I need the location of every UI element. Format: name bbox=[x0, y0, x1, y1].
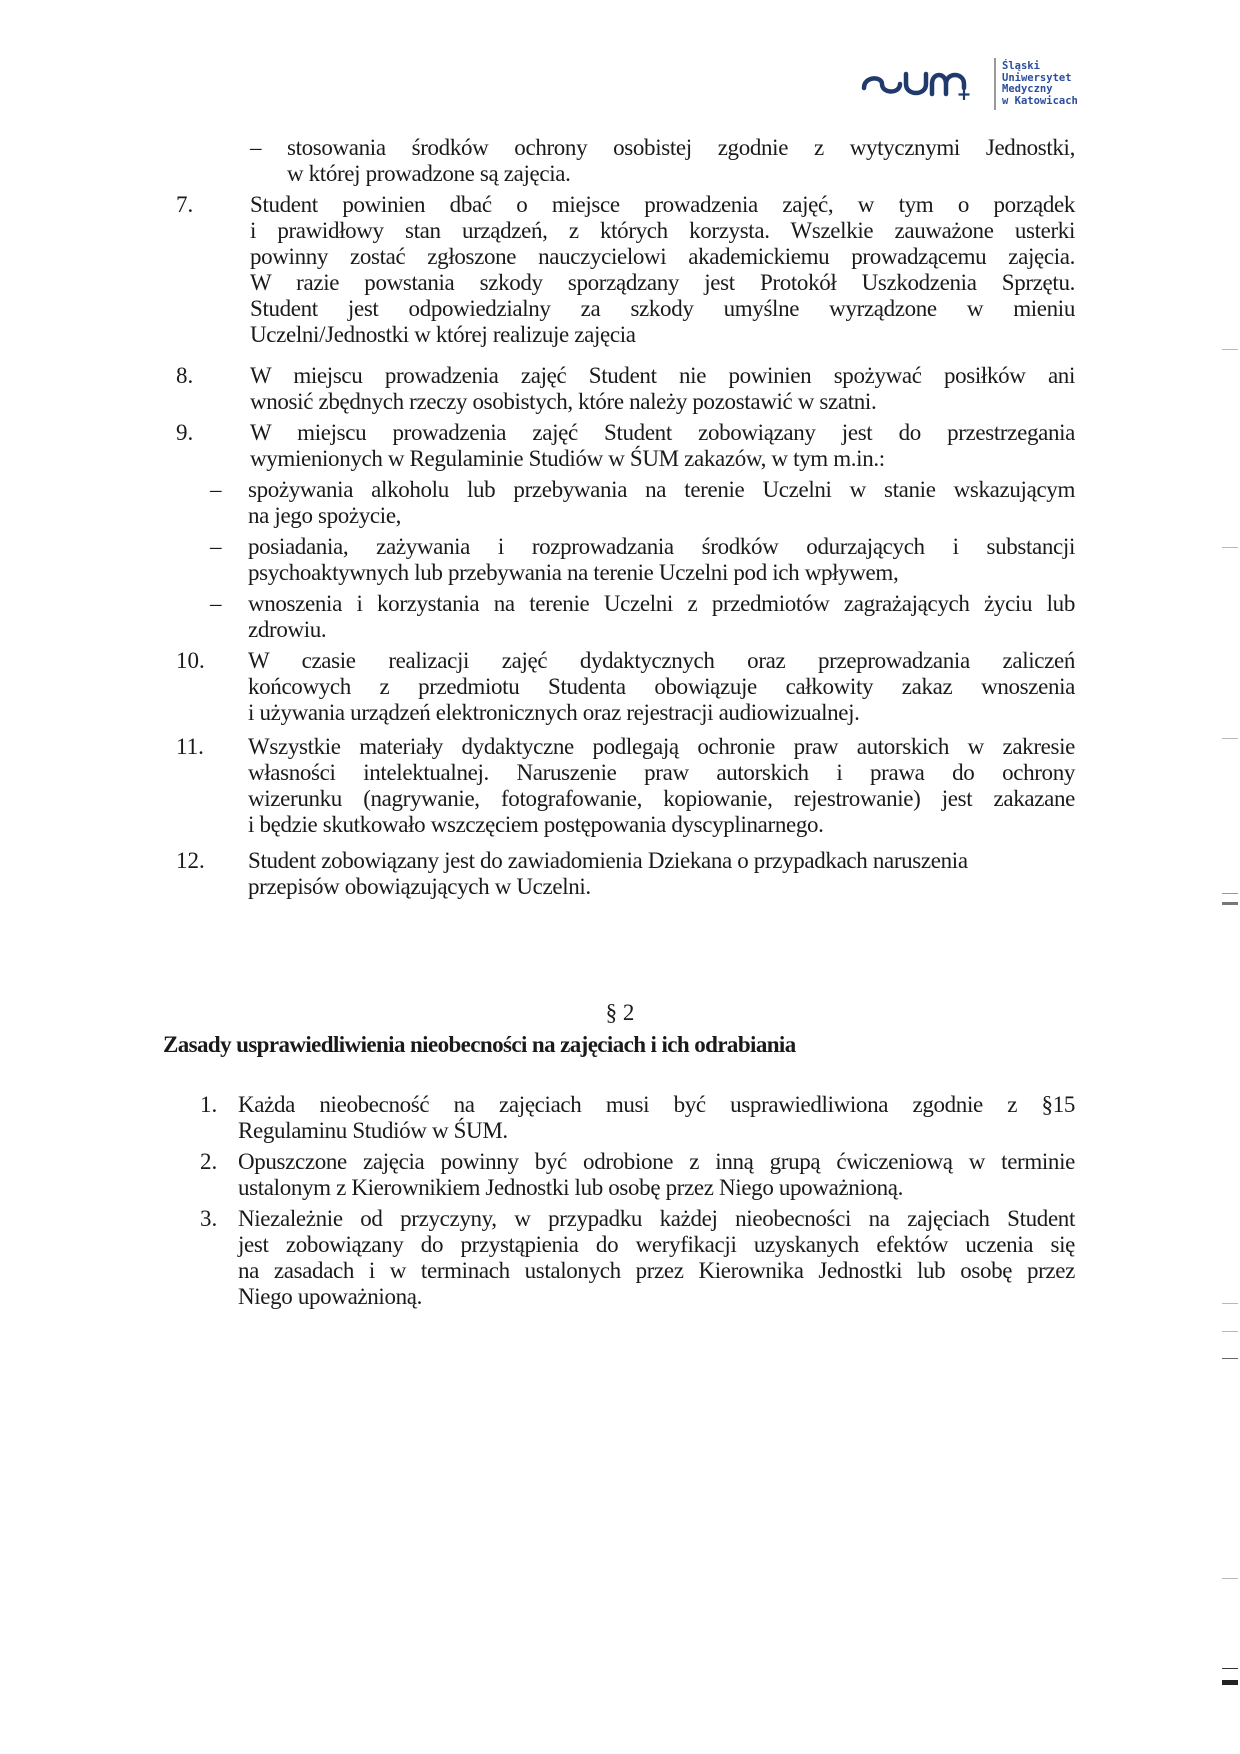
scan-artifact bbox=[1222, 893, 1238, 894]
list-item-line: powinny zostać zgłoszone nauczycielowi akademickiemu prowadzącemu zajęcia. bbox=[250, 244, 1075, 269]
bullet-text-line: na jego spożycie, bbox=[248, 503, 402, 528]
list-item-number: 10. bbox=[176, 648, 205, 673]
bullet-dash: – bbox=[250, 135, 262, 160]
section-symbol: § 2 bbox=[605, 1000, 635, 1025]
bullet-text-line: stosowania środków ochrony osobistej zgodnie z wytycznymi Jednostki, bbox=[287, 135, 1075, 160]
bullet-dash: – bbox=[210, 477, 222, 502]
list-item-line: końcowych z przedmiotu Studenta obowiązuje całkowity zakaz wnoszenia bbox=[248, 674, 1075, 699]
list-item-line: na zasadach i w terminach ustalonych przez Kierownika Jednostki lub osobę przez bbox=[238, 1258, 1075, 1283]
university-name: Śląski Uniwersytet Medyczny w Katowicach bbox=[1002, 60, 1078, 107]
list-item-line: i prawidłowy stan urządzeń, z których korzysta. Wszelkie zauważone usterki bbox=[250, 218, 1075, 243]
list-item-number: 8. bbox=[176, 363, 194, 388]
sum-logo-mark-icon bbox=[860, 62, 986, 102]
scan-artifact bbox=[1222, 1303, 1238, 1304]
list-item-line: W czasie realizacji zajęć dydaktycznych oraz przeprowadzania zaliczeń bbox=[248, 648, 1075, 673]
scan-artifact bbox=[1222, 738, 1238, 739]
list-item-line: Każda nieobecność na zajęciach musi być usprawiedliwiona zgodnie z §15 bbox=[238, 1092, 1075, 1117]
scan-artifact bbox=[1222, 1668, 1238, 1669]
list-item-line: W miejscu prowadzenia zajęć Student zobowiązany jest do przestrzegania bbox=[250, 420, 1075, 445]
list-item-number: 3. bbox=[200, 1206, 218, 1231]
logo-divider bbox=[994, 58, 996, 110]
list-item-line: wymienionych w Regulaminie Studiów w ŚUM zakazów, w tym m.in.: bbox=[250, 446, 885, 471]
list-item-line: Regulaminu Studiów w ŚUM. bbox=[238, 1118, 508, 1143]
university-logo bbox=[860, 58, 1080, 110]
list-item-line: jest zobowiązany do przystąpienia do weryfikacji uzyskanych efektów uczenia się bbox=[238, 1232, 1075, 1257]
list-item-line: Niego upoważnioną. bbox=[238, 1284, 423, 1309]
list-item-line: Wszystkie materiały dydaktyczne podlegają ochronie praw autorskich w zakresie bbox=[248, 734, 1075, 759]
list-item-line: wizerunku (nagrywanie, fotografowanie, kopiowanie, rejestrowanie) jest zakazane bbox=[248, 786, 1075, 811]
scan-artifact bbox=[1222, 902, 1238, 905]
scan-artifact bbox=[1222, 349, 1238, 350]
scan-artifact bbox=[1222, 1578, 1238, 1579]
list-item-line: Uczelni/Jednostki w której realizuje zajęcia bbox=[250, 322, 636, 347]
bullet-text-line: posiadania, zażywania i rozprowadzania środków odurzających i substancji bbox=[248, 534, 1075, 559]
list-item-line: wnosić zbędnych rzeczy osobistych, które należy pozostawić w szatni. bbox=[250, 389, 877, 414]
list-item-number: 12. bbox=[176, 848, 205, 873]
list-item-number: 11. bbox=[176, 734, 204, 759]
scan-artifact bbox=[1222, 1331, 1238, 1332]
list-item-line: Student jest odpowiedzialny za szkody umyślne wyrządzone w mieniu bbox=[250, 296, 1075, 321]
bullet-dash: – bbox=[210, 591, 222, 616]
list-item-line: własności intelektualnej. Naruszenie praw autorskich i prawa do ochrony bbox=[248, 760, 1075, 785]
section-title: Zasady usprawiedliwienia nieobecności na zajęciach i ich odrabiania bbox=[163, 1032, 796, 1057]
list-item-line: i będzie skutkowało wszczęciem postępowania dyscyplinarnego. bbox=[248, 812, 824, 837]
scan-artifact bbox=[1222, 547, 1238, 548]
list-item-line: Niezależnie od przyczyny, w przypadku każdej nieobecności na zajęciach Student bbox=[238, 1206, 1075, 1231]
list-item-line: ustalonym z Kierownikiem Jednostki lub osobę przez Niego upoważnioną. bbox=[238, 1175, 904, 1200]
list-item-line: W razie powstania szkody sporządzany jest Protokół Uszkodzenia Sprzętu. bbox=[250, 270, 1075, 295]
bullet-text-line: spożywania alkoholu lub przebywania na terenie Uczelni w stanie wskazującym bbox=[248, 477, 1075, 502]
bullet-text-line: wnoszenia i korzystania na terenie Uczelni z przedmiotów zagrażających życiu lub bbox=[248, 591, 1075, 616]
scan-artifact bbox=[1222, 1680, 1238, 1685]
bullet-text-line: zdrowiu. bbox=[248, 617, 327, 642]
list-item-line: W miejscu prowadzenia zajęć Student nie powinien spożywać posiłków ani bbox=[250, 363, 1075, 388]
list-item-number: 2. bbox=[200, 1149, 218, 1174]
list-item-line: Student powinien dbać o miejsce prowadzenia zajęć, w tym o porządek bbox=[250, 192, 1075, 217]
list-item-line: Student zobowiązany jest do zawiadomienia Dziekana o przypadkach naruszenia bbox=[248, 848, 968, 873]
list-item-number: 1. bbox=[200, 1092, 218, 1117]
bullet-text-line: w której prowadzone są zajęcia. bbox=[287, 161, 571, 186]
list-item-number: 7. bbox=[176, 192, 194, 217]
list-item-number: 9. bbox=[176, 420, 194, 445]
scan-artifact bbox=[1222, 1358, 1238, 1359]
list-item-line: i używania urządzeń elektronicznych oraz rejestracji audiowizualnej. bbox=[248, 700, 860, 725]
bullet-text-line: psychoaktywnych lub przebywania na terenie Uczelni pod ich wpływem, bbox=[248, 560, 899, 585]
bullet-dash: – bbox=[210, 534, 222, 559]
list-item-line: przepisów obowiązujących w Uczelni. bbox=[248, 874, 591, 899]
list-item-line: Opuszczone zajęcia powinny być odrobione z inną grupą ćwiczeniową w terminie bbox=[238, 1149, 1075, 1174]
